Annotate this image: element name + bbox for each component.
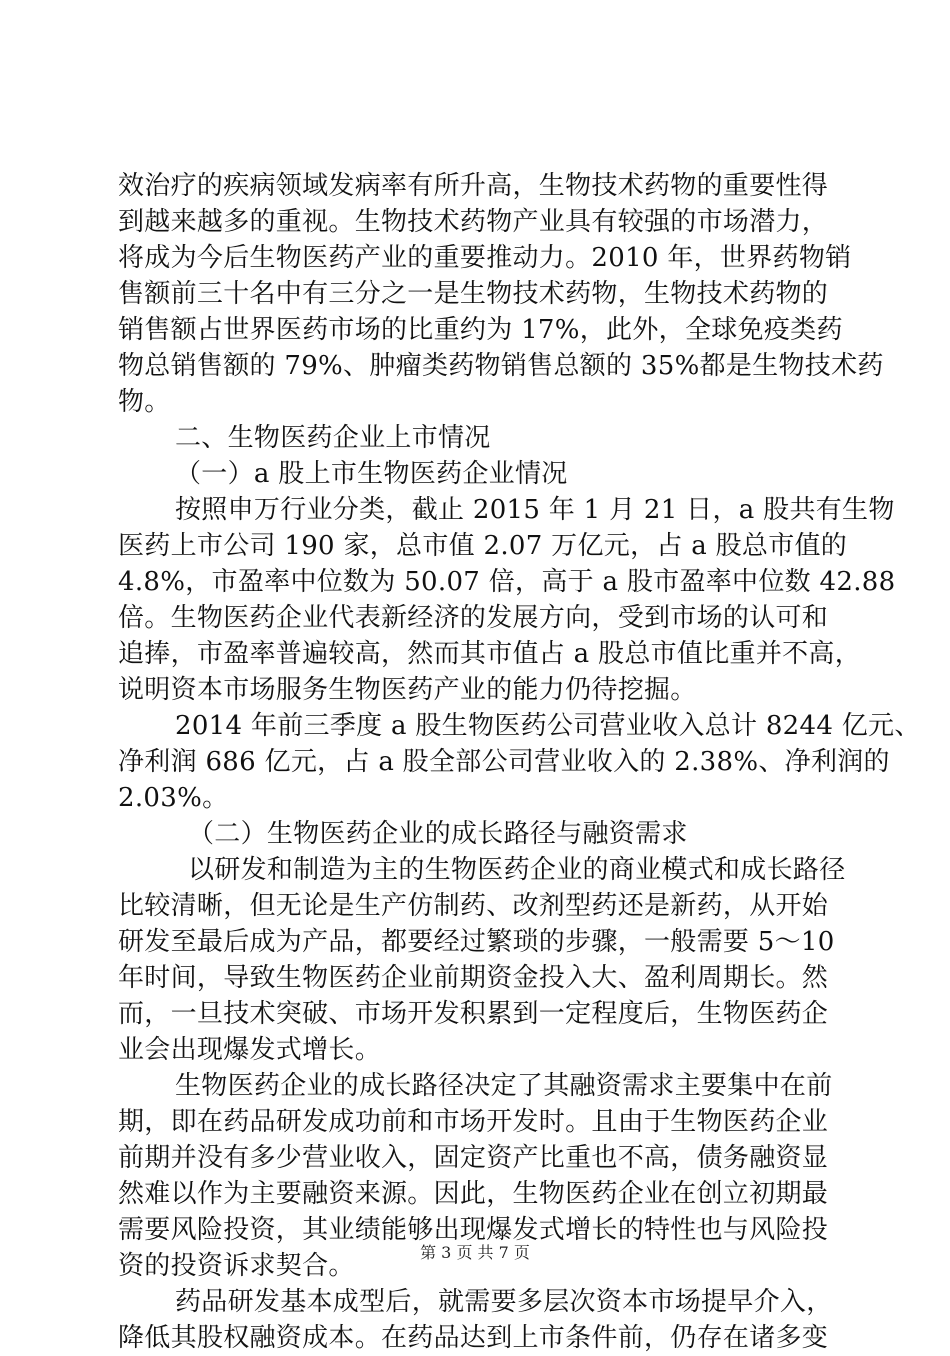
text-line: 物。: [118, 387, 171, 417]
text-line: 研发至最后成为产品，都要经过繁琐的步骤，一般需要 5～10: [118, 927, 835, 957]
section-heading: 二、生物医药企业上市情况: [175, 423, 491, 453]
subsection-heading: （一）a 股上市生物医药企业情况: [175, 459, 568, 489]
text-line: 医药上市公司 190 家，总市值 2.07 万亿元，占 a 股总市值的: [118, 531, 848, 561]
text-line: 比较清晰，但无论是生产仿制药、改剂型药还是新药，从开始: [118, 891, 829, 921]
text-line: 降低其股权融资成本。在药品达到上市条件前，仍存在诸多变: [118, 1323, 829, 1353]
text-line: 以研发和制造为主的生物医药企业的商业模式和成长路径: [188, 855, 846, 885]
text-line: 需要风险投资，其业绩能够出现爆发式增长的特性也与风险投: [118, 1215, 829, 1245]
text-line: 售额前三十名中有三分之一是生物技术药物，生物技术药物的: [118, 279, 829, 309]
page-footer: 第 3 页 共 7 页: [420, 1243, 530, 1262]
text-line: 按照申万行业分类，截止 2015 年 1 月 21 日，a 股共有生物: [175, 495, 895, 525]
text-line: 2014 年前三季度 a 股生物医药公司营业收入总计 8244 亿元、: [175, 711, 921, 741]
subsection-heading: （二）生物医药企业的成长路径与融资需求: [188, 819, 688, 849]
text-line: 业会出现爆发式增长。: [118, 1035, 382, 1065]
text-line: 4.8%，市盈率中位数为 50.07 倍，高于 a 股市盈率中位数 42.88: [118, 567, 896, 597]
text-line: 追捧，市盈率普遍较高，然而其市值占 a 股总市值比重并不高，: [118, 639, 862, 669]
text-line: 然难以作为主要融资来源。因此，生物医药企业在创立初期最: [118, 1179, 829, 1209]
text-line: 净利润 686 亿元，占 a 股全部公司营业收入的 2.38%、净利润的: [118, 747, 890, 777]
text-line: 效治疗的疾病领域发病率有所升高，生物技术药物的重要性得: [118, 171, 829, 201]
text-line: 2.03%。: [118, 783, 229, 813]
text-line: 生物医药企业的成长路径决定了其融资需求主要集中在前: [175, 1071, 833, 1101]
text-line: 物总销售额的 79%、肿瘤类药物销售总额的 35%都是生物技术药: [118, 351, 884, 381]
text-line: 到越来越多的重视。生物技术药物产业具有较强的市场潜力，: [118, 207, 829, 237]
text-line: 前期并没有多少营业收入，固定资产比重也不高，债务融资显: [118, 1143, 829, 1173]
text-line: 销售额占世界医药市场的比重约为 17%，此外，全球免疫类药: [118, 315, 843, 345]
text-line: 资的投资诉求契合。: [118, 1251, 355, 1281]
text-line: 而，一旦技术突破、市场开发积累到一定程度后，生物医药企: [118, 999, 829, 1029]
text-line: 将成为今后生物医药产业的重要推动力。2010 年，世界药物销: [118, 243, 852, 273]
document-body: [118, 168, 921, 1356]
text-line: 期，即在药品研发成功前和市场开发时。且由于生物医药企业: [118, 1107, 829, 1137]
text-line: 说明资本市场服务生物医药产业的能力仍待挖掘。: [118, 675, 697, 705]
text-line: 年时间，导致生物医药企业前期资金投入大、盈利周期长。然: [118, 963, 829, 993]
text-line: 倍。生物医药企业代表新经济的发展方向，受到市场的认可和: [118, 603, 829, 633]
text-line: 药品研发基本成型后，就需要多层次资本市场提早介入，: [175, 1287, 833, 1317]
